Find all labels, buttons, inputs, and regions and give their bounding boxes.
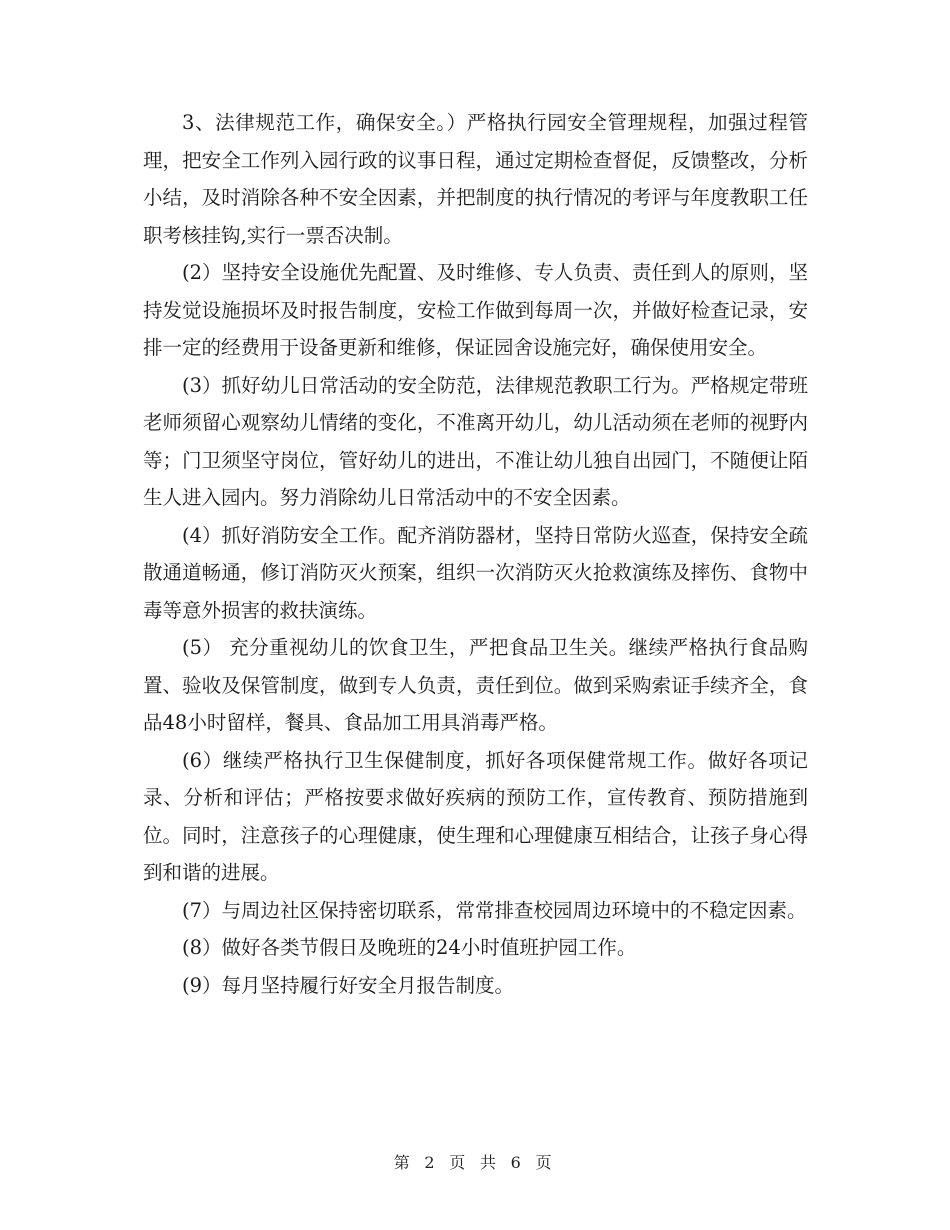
paragraph-2: (2）坚持安全设施优先配置、及时维修、专人负责、责任到人的原则，坚持发觉设施损坏及时报告制度，安检工作做到每周一次，并做好检查记录，安排一定的经费用于设备更新和维修，保证园舍设施完好，确保使用安全。 — [143, 261, 808, 359]
paragraph-3: (3）抓好幼儿日常活动的安全防范，法律规范教职工行为。严格规定带班老师须留心观察幼儿情绪的变化，不准离开幼儿，幼儿活动须在老师的视野内等；门卫须坚守岗位，管好幼儿的进出，不准让幼儿独自出园门，不随便让陌生人进入园内。努力消除幼儿日常活动中的不安全因素。 — [143, 373, 808, 509]
paragraph-6: (6）继续严格执行卫生保健制度，抓好各项保健常规工作。做好各项记录、分析和评估；严格按要求做好疾病的预防工作，宣传教育、预防措施到位。同时，注意孩子的心理健康，使生理和心理健康互相结合，让孩子身心得到和谐的进展。 — [143, 748, 808, 884]
paragraph-4: (4）抓好消防安全工作。配齐消防器材，坚持日常防火巡查，保持安全疏散通道畅通，修订消防灭火预案，组织一次消防灭火抢救演练及摔伤、食物中毒等意外损害的救扶演练。 — [143, 523, 808, 622]
document-body — [143, 104, 808, 1004]
page-number-footer: 第 2 页 共 6 页 — [393, 1153, 557, 1172]
paragraph-1: 3、法律规范工作，确保安全。）严格执行园安全管理规程，加强过程管理，把安全工作列入园行政的议事日程，通过定期检查督促，反馈整改，分析小结，及时消除各种不安全因素，并把制度的执行情况的考评与年度教职工任职考核挂钩,实行一票否决制。 — [143, 111, 808, 247]
paragraph-5: (5） 充分重视幼儿的饮食卫生，严把食品卫生关。继续严格执行食品购置、验收及保管制度，做到专人负责，责任到位。做到采购索证手续齐全，食品48小时留样，餐具、食品加工用具消毒严格。 — [143, 636, 808, 734]
paragraph-8: (8）做好各类节假日及晚班的24小时值班护园工作。 — [182, 936, 637, 959]
paragraph-9: (9）每月坚持履行好安全月报告制度。 — [182, 973, 515, 997]
paragraph-7: (7）与周边社区保持密切联系，常常排查校园周边环境中的不稳定因素。 — [182, 898, 807, 922]
